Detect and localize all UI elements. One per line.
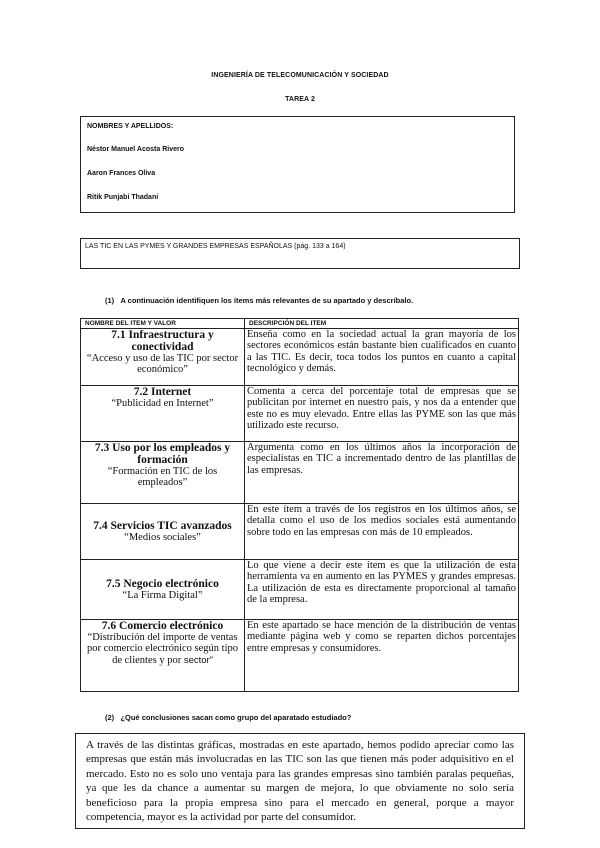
student-name: Néstor Manuel Acosta Rivero [87,146,184,153]
item-value: “Acceso y uso de las TIC por sector económico” [86,353,239,376]
item-cell [81,504,245,560]
items-table [80,318,519,692]
document-heading: INGENIERÍA DE TELECOMUNICACIÓN Y SOCIEDAD [211,72,389,79]
table-row [81,329,519,386]
item-cell [81,442,245,504]
student-name: Aaron Frances Oliva [87,170,156,177]
item-description: Argumenta como en los últimos años la incorporación de especialistas en TIC a incrementado dentro de las plantillas de las empresas. [245,442,519,504]
table-row [81,620,519,692]
item-cell [81,329,245,386]
column-header-item: NOMBRE DEL ITEM Y VALOR [81,319,245,329]
item-title: 7.2 Internet [133,386,192,398]
item-cell [81,386,245,442]
question-number: (2) [105,713,115,722]
table-row [81,504,519,560]
item-title: 7.6 Comercio electrónico [101,620,224,632]
item-title: 7.5 Negocio electrónico [106,577,219,590]
conclusion-box: A través de las distintas gráficas, mostradas en este apartado, hemos podido apreciar como las empresas que están más involucradas en las TIC son las que tienen más poder adquisitivo en el mercado. Esto no es solo uno ventaja para las grandes empresas sino también paralas pequeñas, ya que les da chance a aumentar su margen de mejora, lo que obviamente no solo sería beneficioso para la propia empresa sino para el mercado en general, porque a mayor competencia, mayor es la actividad por parte del consumidor. [75,733,525,829]
item-value: “Publicidad en Internet” [111,398,214,409]
question-number: (1) [105,296,115,305]
item-value: “La Firma Digital” [122,589,203,601]
item-description: En este apartado se hace mención de la distribución de ventas mediante página web y como se reparten dichos porcentajes entre empresas y consumidores. [245,620,519,692]
item-cell [81,560,245,620]
table-header-row [81,319,519,329]
question-text: ¿Qué conclusiones sacan como grupo del aparatado estudiado? [120,713,352,722]
item-cell [81,620,245,692]
item-description: Enseña como en la sociedad actual la gran mayoría de los sectores económicos están bastante bien cualificados en cuanto a las TIC. Es decir, toca todos los puntos en cuanto a capital tecnológico y demás. [245,329,519,386]
item-description: En este ítem a través de los registros en los últimos años, se detalla como el uso de los medios sociales está aumentando sobre todo en las empresas con más de 10 empleados. [245,504,519,560]
question-text: A continuación identifiquen los ítems más relevantes de su apartado y descríbalo. [120,296,414,305]
names-box [80,116,515,213]
item-value-tail: sector” [183,654,213,666]
question-2 [105,713,351,722]
item-description: Lo que viene a decir este ítem es que la utilización de esta herramienta va en aumento en las PYMES y grandes empresas. La utilización de esta es directamente proporcional al tamaño de la empresa. [245,560,519,620]
item-value [83,632,242,666]
item-title: 7.1 Infraestructura y conectividad [111,329,214,353]
student-name: Ritik Punjabi Thadani [87,194,159,201]
names-label: NOMBRES Y APELLIDOS: [87,123,174,130]
topic-box [80,238,520,269]
item-value: “Medios sociales” [124,531,201,543]
item-value: “Formación en TIC de los empleados” [107,466,218,489]
assignment-title: TAREA 2 [285,96,315,103]
table-row [81,386,519,442]
topic-title: LAS TIC EN LAS PYMES Y GRANDES EMPRESAS ESPAÑOLAS (pág. 133 a 164) [85,243,346,250]
item-description: Comenta a cerca del porcentaje total de empresas que se publicitan por internet en nuestro país, y nos da a entender que este no es muy elevado. Entre ellas las PYME son las que más utilizado este recurso. [245,386,519,442]
item-title: 7.4 Servicios TIC avanzados [93,519,232,532]
table-row [81,442,519,504]
item-value-text: “Distribución del importe de ventas por comercio electrónico según tipo de clientes y por [86,632,239,666]
table-row [81,560,519,620]
column-header-description: DESCRIPCIÓN DEL ITEM [245,319,519,329]
item-title: 7.3 Uso por los empleados y formación [94,442,231,466]
question-1 [105,296,413,305]
